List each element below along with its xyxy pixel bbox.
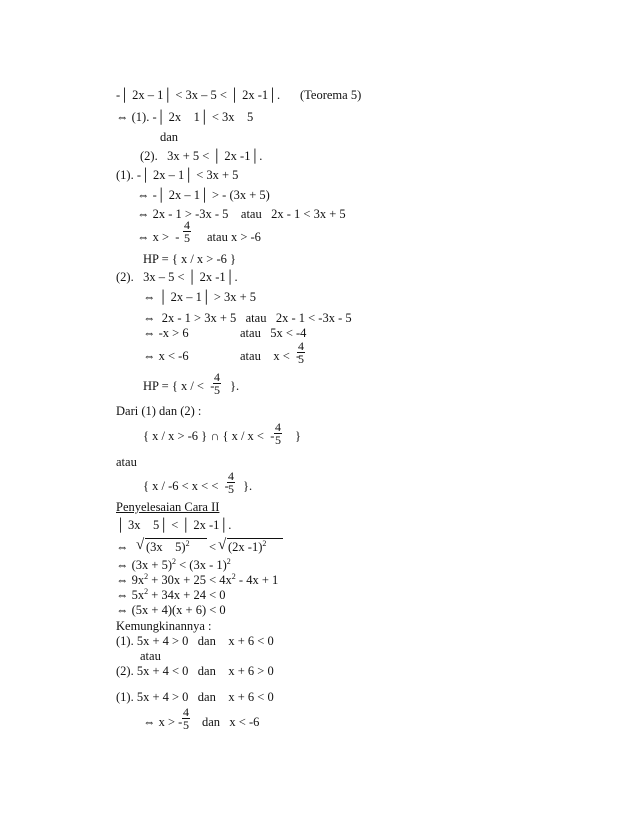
line-15b: }. [230,379,240,393]
line-28: (1). 5x + 4 > 0 dan x + 6 < 0 [116,634,274,648]
line-22-arrow: ⇔ [116,540,129,554]
section-title-cara-2: Penyelesaian Cara II [116,500,220,514]
line-dan: dan [160,130,179,144]
line-15a: HP = { x / < - [143,379,215,393]
line-32b: dan x < -6 [202,715,260,729]
sqrt-symbol: √ [218,537,227,553]
line-8b: atau x > -6 [207,230,261,244]
line-1: -│ 2x – 1│ < 3x – 5 < │ 2x -1│. [116,88,281,102]
line-32a: ⇔ x > - [143,715,183,729]
line-11: ⇔ │ 2x – 1│ > 3x + 5 [143,290,257,304]
hp-1: HP = { x / x > -6 } [143,252,236,266]
line-13b: atau 5x < -4 [240,326,307,340]
line-27: Kemungkinannya : [116,619,212,633]
line-12: ⇔ 2x - 1 > 3x + 5 atau 2x - 1 < -3x - 5 [143,311,352,325]
line-31: (1). 5x + 4 > 0 dan x + 6 < 0 [116,690,274,704]
line-23: ⇔ $(3x + 5)^2 < (3x - 1)^2$ [116,557,231,572]
line-5: (1). -│ 2x – 1│ < 3x + 5 [116,168,239,182]
line-19b: }. [243,479,253,493]
line-10: (2). 3x – 5 < │ 2x -1│. [116,270,238,284]
line-14a: ⇔ x < -6 [143,349,189,363]
line-13a: ⇔ -x > 6 [143,326,189,340]
line-21: │ 3x 5│ < │ 2x -1│. [116,518,232,532]
line-25: ⇔ $5x^2 + 34x + 24 < 0$ [116,587,226,602]
line-26: ⇔ (5x + 4)(x + 6) < 0 [116,603,226,617]
fraction-4-5: $\frac{4}{5}$ [214,370,220,397]
sqrt-arg-2: (2x -1)$^2$ [228,539,267,554]
sqrt-symbol: √ [136,537,145,553]
line-8a: ⇔ x > - [137,230,180,244]
line-30: (2). 5x + 4 < 0 dan x + 6 > 0 [116,664,274,678]
line-6: ⇔ -│ 2x – 1│ > - (3x + 5) [137,188,270,202]
line-16: Dari (1) dan (2) : [116,404,202,418]
fraction-4-5: $\frac{4}{5}$ [228,469,234,496]
line-atau: atau [116,455,137,469]
line-7: ⇔ 2x - 1 > -3x - 5 atau 2x - 1 < 3x + 5 [137,207,346,221]
sqrt-arg-1: (3x 5)$^2$ [146,539,190,554]
line-2: ⇔ (1). -│ 2x 1│ < 3x 5 [116,110,254,124]
fraction-4-5: $\frac{4}{5}$ [298,339,304,366]
fraction-4-5: $\frac{4}{5}$ [184,218,190,245]
line-19a: { x / -6 < x < < - [143,479,229,493]
line-4: (2). 3x + 5 < │ 2x -1│. [140,149,263,163]
line-17a: { x / x > -6 } ∩ { x / x < - [143,429,275,443]
line-17b: } [295,429,301,443]
line-24: ⇔ $9x^2 + 30x + 25 < 4x^2 - 4x + 1$ [116,572,279,587]
line-29: atau [140,649,161,663]
theorem-note: (Teorema 5) [300,88,362,102]
fraction-4-5: $\frac{4}{5}$ [275,420,281,447]
line-14b: atau x < - [240,349,301,363]
fraction-4-5: $\frac{4}{5}$ [183,705,189,732]
sqrt-lt: < [209,540,217,554]
